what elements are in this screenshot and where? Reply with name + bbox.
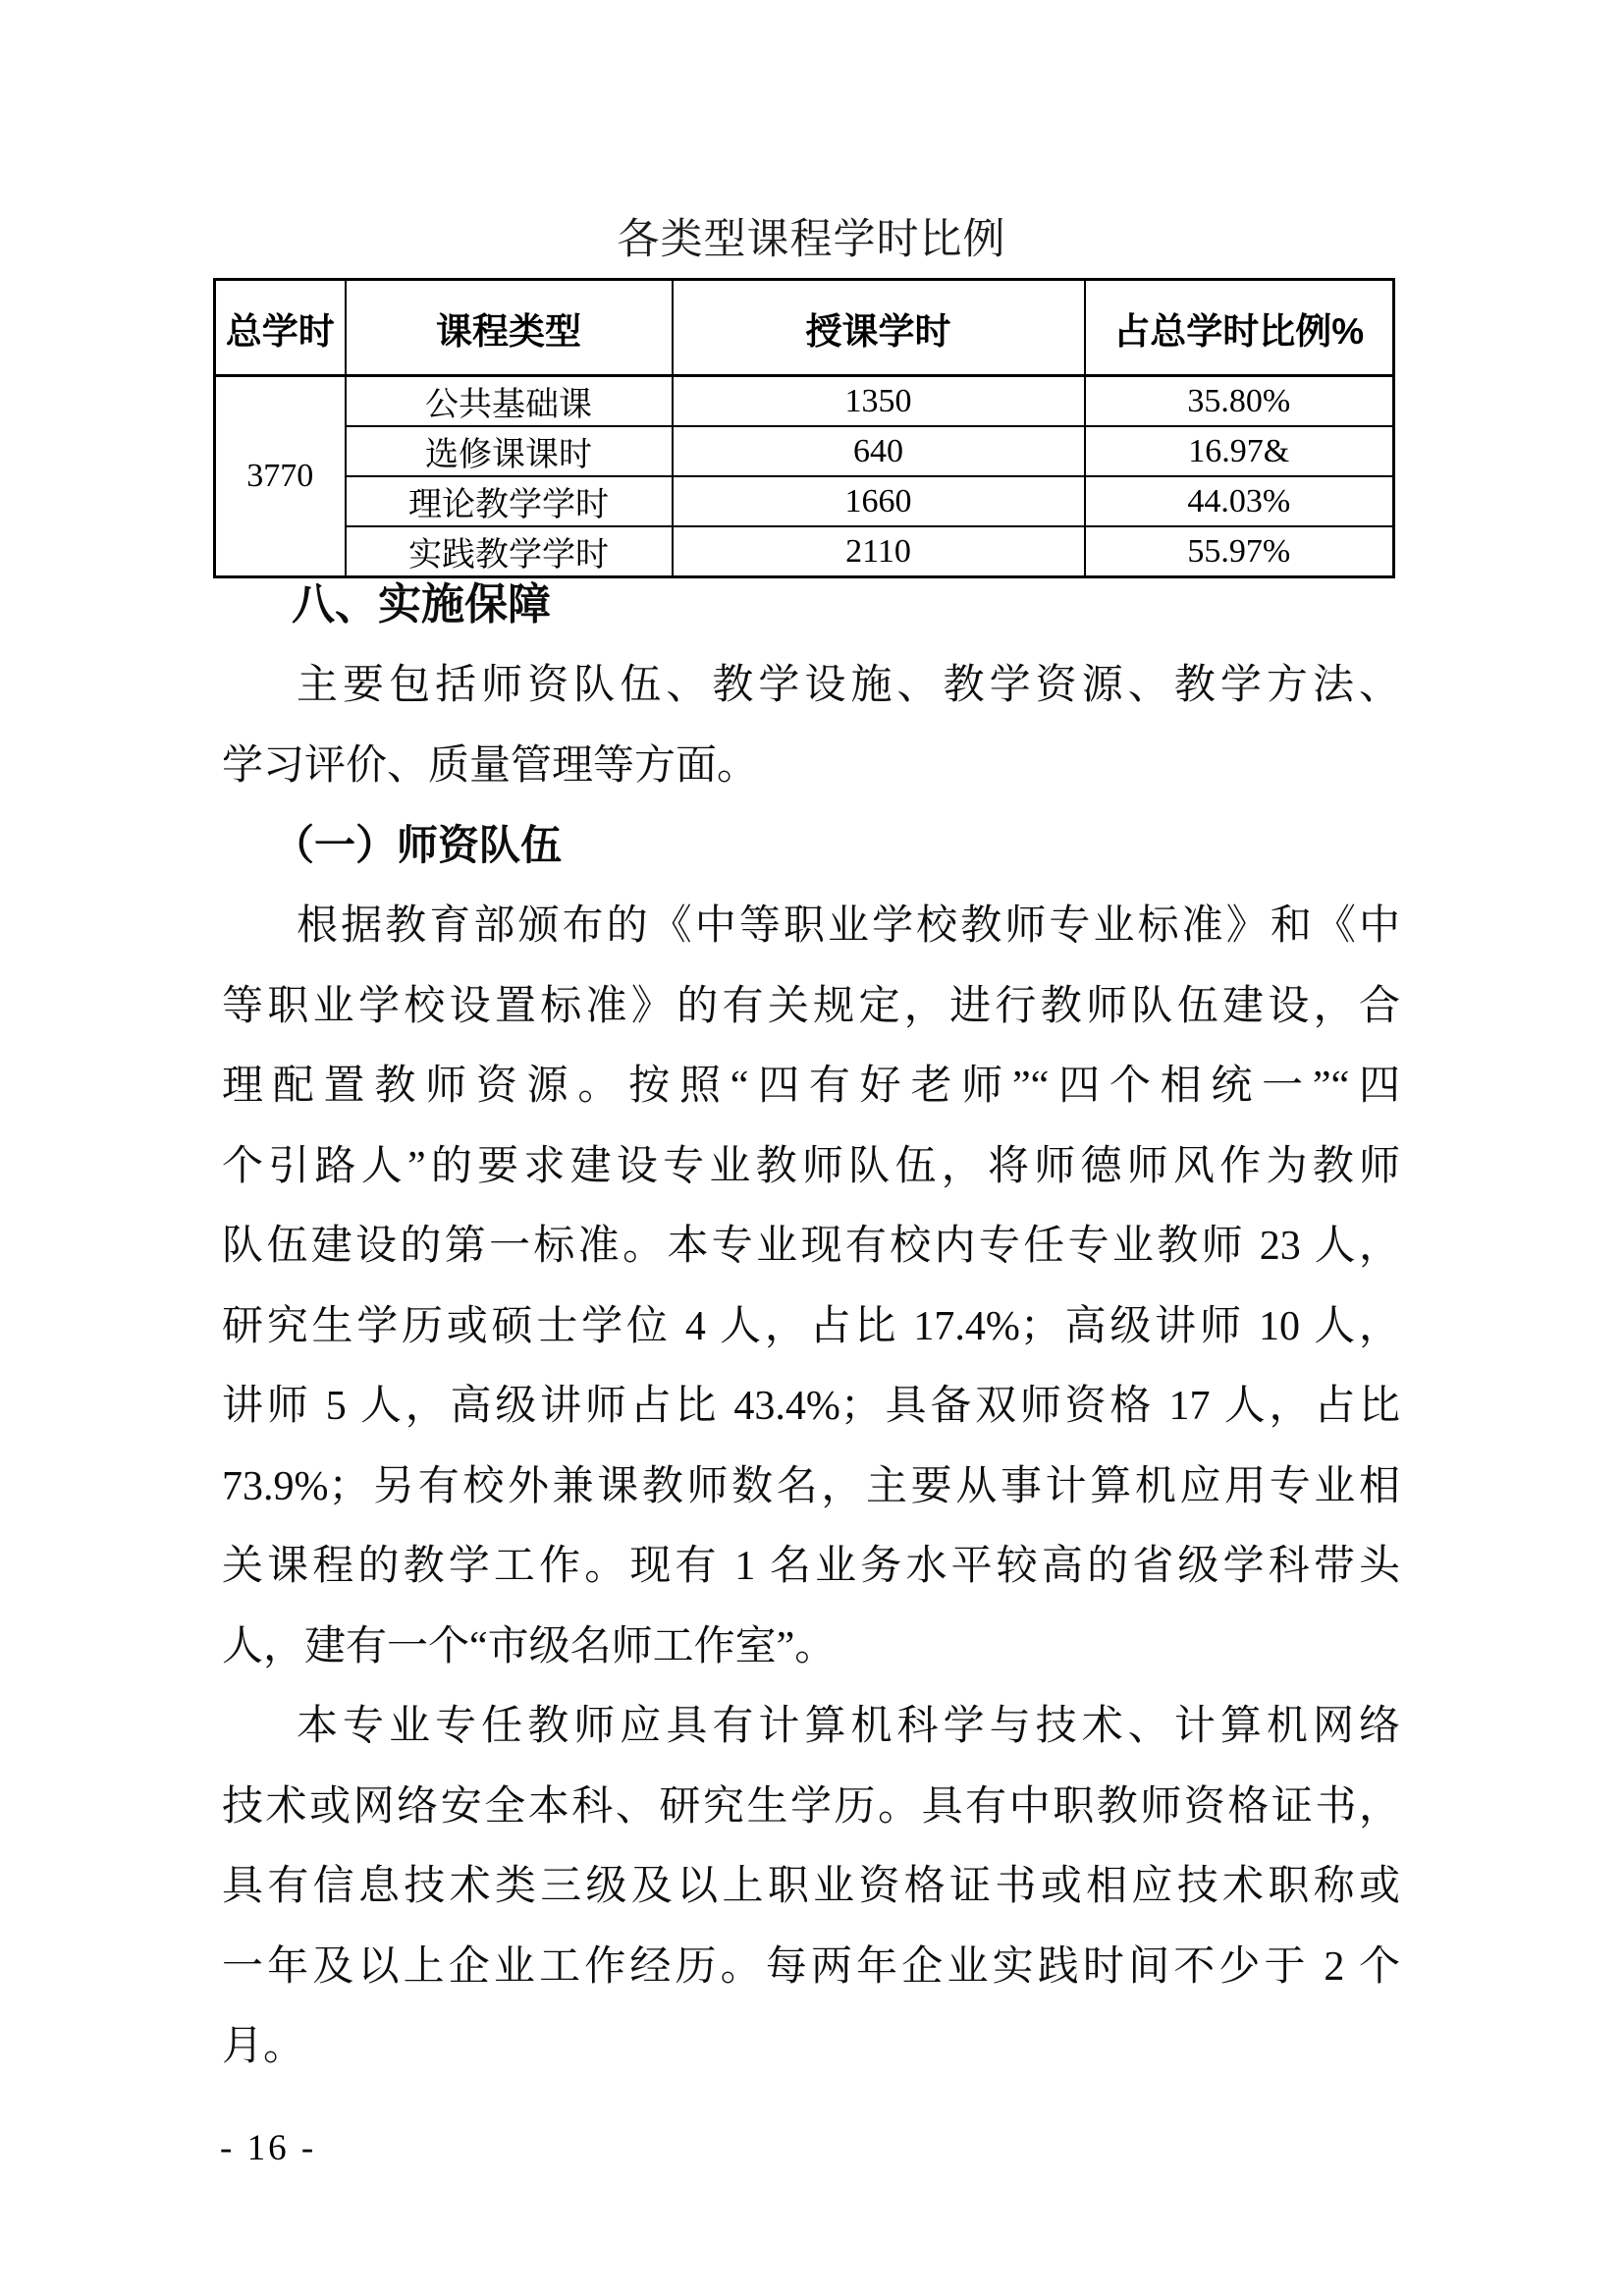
body-line: 主要包括师资队伍、教学设施、教学资源、教学方法、 — [297, 663, 1400, 708]
body-line: 人，建有一个“市级名师工作室”。 — [222, 1623, 837, 1669]
col-header-course-type: 课程类型 — [346, 280, 673, 376]
hours-cell: 1660 — [673, 476, 1085, 526]
body-line: 一年及以上企业工作经历。每两年企业实践时间不少于 2 个 — [222, 1943, 1400, 1990]
col-header-total-hours: 总学时 — [215, 280, 346, 376]
percentage-cell: 35.80% — [1085, 376, 1394, 427]
hours-cell: 640 — [673, 426, 1085, 476]
course-type-cell: 公共基础课 — [346, 376, 673, 427]
percentage-cell: 55.97% — [1085, 526, 1394, 577]
total-hours-cell: 3770 — [215, 376, 346, 577]
course-hours-table — [213, 278, 1395, 578]
body-line: 研究生学历或硕士学位 4 人，占比 17.4%；高级讲师 10 人， — [222, 1303, 1400, 1349]
course-type-cell: 选修课课时 — [346, 426, 673, 476]
percentage-cell: 16.97& — [1085, 426, 1394, 476]
body-line: 队伍建设的第一标准。本专业现有校内专任专业教师 23 人， — [222, 1224, 1400, 1269]
body-line: 理配置教师资源。按照“四有好老师”“四个相统一”“四 — [222, 1064, 1400, 1109]
body-line: 73.9%；另有校外兼课教师数名，主要从事计算机应用专业相 — [222, 1463, 1400, 1509]
subsection-heading-teachers: （一）师资队伍 — [273, 824, 563, 869]
table-row — [215, 376, 1394, 427]
course-type-cell: 实践教学学时 — [346, 526, 673, 577]
body-line: 技术或网络安全本科、研究生学历。具有中职教师资格证书， — [222, 1783, 1400, 1830]
table-row — [215, 426, 1394, 476]
body-line: 月。 — [222, 2024, 305, 2069]
body-line: 具有信息技术类三级及以上职业资格证书或相应技术职称或 — [222, 1864, 1400, 1909]
hours-cell: 1350 — [673, 376, 1085, 427]
page-number: - 16 - — [220, 2128, 317, 2168]
body-line: 关课程的教学工作。现有 1 名业务水平较高的省级学科带头 — [222, 1544, 1400, 1589]
percentage-cell: 44.03% — [1085, 476, 1394, 526]
col-header-percentage: 占总学时比例% — [1085, 280, 1394, 376]
course-type-cell: 理论教学学时 — [346, 476, 673, 526]
table-title: 各类型课程学时比例 — [617, 217, 1006, 263]
body-line: 个引路人”的要求建设专业教师队伍，将师德师风作为教师 — [222, 1143, 1400, 1189]
body-line: 等职业学校设置标准》的有关规定，进行教师队伍建设，合 — [222, 983, 1400, 1029]
body-line: 本专业专任教师应具有计算机科学与技术、计算机网络 — [297, 1704, 1400, 1749]
section-heading-implementation: 八、实施保障 — [292, 580, 551, 629]
body-line: 根据教育部颁布的《中等职业学校教师专业标准》和《中 — [297, 903, 1400, 949]
table-row — [215, 476, 1394, 526]
col-header-teaching-hours: 授课学时 — [673, 280, 1085, 376]
hours-cell: 2110 — [673, 526, 1085, 577]
body-text — [222, 550, 1400, 2088]
body-line: 讲师 5 人，高级讲师占比 43.4%；具备双师资格 17 人，占比 — [222, 1384, 1400, 1429]
body-line: 学习评价、质量管理等方面。 — [222, 742, 759, 789]
table-header-row — [215, 280, 1394, 376]
